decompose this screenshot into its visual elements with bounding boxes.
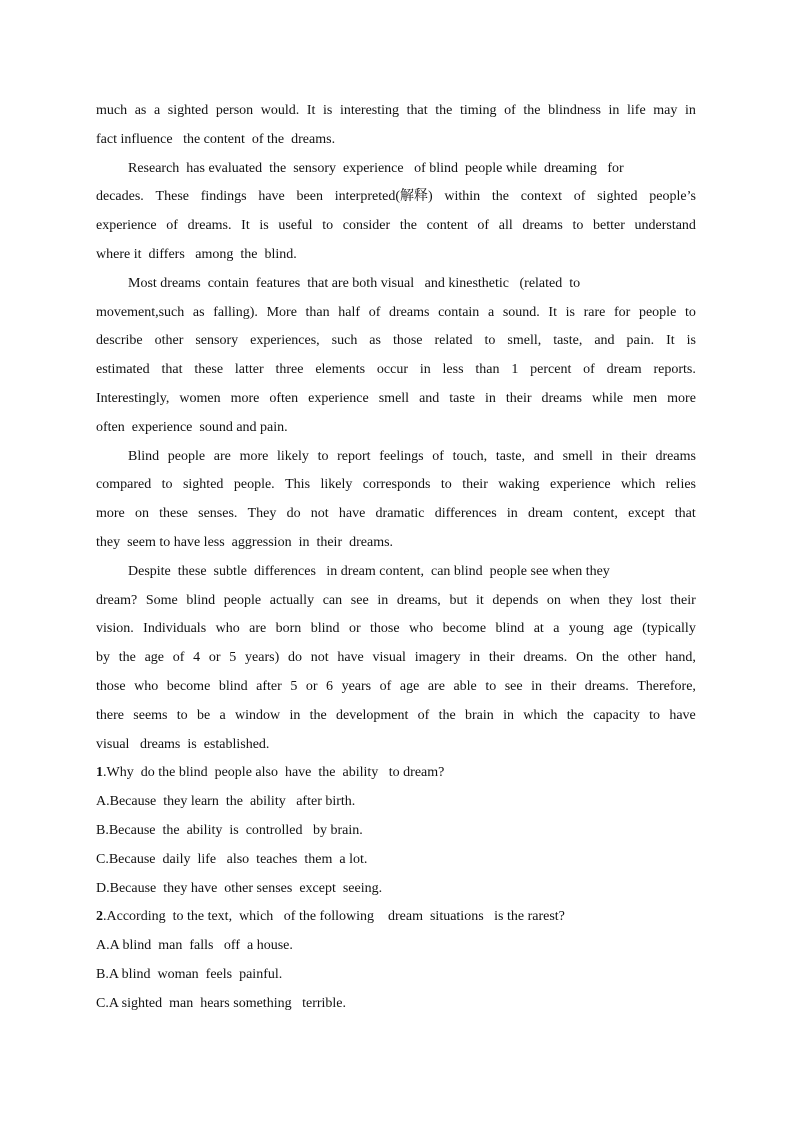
passage-line: Interestingly, women more often experience smell and taste in their dreams while men more [96, 390, 696, 406]
answer-option: A.Because they learn the ability after birth. [96, 794, 356, 810]
passage-line: often experience sound and pain. [96, 419, 288, 435]
question-number: 2 [96, 909, 103, 925]
answer-option: C.Because daily life also teaches them a lot. [96, 851, 368, 867]
passage-line: those who become blind after 5 or 6 years of age are able to see in their dreams. Therefore, [96, 678, 696, 694]
passage-line: by the age of 4 or 5 years) do not have visual imagery in their dreams. On the other hand, [96, 650, 696, 666]
question-text: .Why do the blind people also have the ability to dream? [103, 765, 445, 781]
passage-line: Despite these subtle differences in dream content, can blind people see when they [128, 563, 610, 579]
passage-line: experience of dreams. It is useful to consider the content of all dreams to better understand [96, 218, 696, 234]
passage-line: dream? Some blind people actually can see in dreams, but it depends on when they lost their [96, 592, 696, 608]
question-stem [96, 762, 696, 791]
passage-text [96, 100, 696, 1022]
passage-line: Most dreams contain features that are both visual and kinesthetic (related to [128, 275, 581, 291]
question-stem [96, 906, 696, 935]
passage-line: Research has evaluated the sensory experience of blind people while dreaming for [128, 160, 624, 176]
question-number: 1 [96, 765, 103, 781]
passage-line: decades. These findings have been interpreted(解释) within the context of sighted people’s [96, 189, 696, 205]
passage-line: movement,such as falling). More than half of dreams contain a sound. It is rare for people to [96, 304, 696, 320]
passage-line: there seems to be a window in the development of the brain in which the capacity to have [96, 707, 696, 723]
passage-line: more on these senses. They do not have dramatic differences in dream content, except that [96, 506, 696, 522]
answer-option: B.Because the ability is controlled by brain. [96, 822, 363, 838]
answer-option: D.Because they have other senses except seeing. [96, 880, 383, 896]
answer-option: C.A sighted man hears something terrible. [96, 995, 347, 1011]
passage-line: vision. Individuals who are born blind or those who become blind at a young age (typically [96, 621, 696, 637]
question-text: .According to the text, which of the following dream situations is the rarest? [103, 909, 565, 925]
passage-line: estimated that these latter three elements occur in less than 1 percent of dream reports. [96, 362, 696, 378]
passage-line: where it differs among the blind. [96, 246, 297, 262]
passage-line: compared to sighted people. This likely corresponds to their waking experience which relies [96, 477, 696, 493]
answer-option: B.A blind woman feels painful. [96, 966, 283, 982]
passage-line: visual dreams is established. [96, 736, 270, 752]
passage-line: Blind people are more likely to report feelings of touch, taste, and smell in their dreams [128, 448, 696, 464]
passage-line: fact influence the content of the dreams. [96, 131, 336, 147]
answer-option: A.A blind man falls off a house. [96, 938, 293, 954]
passage-line: they seem to have less aggression in their dreams. [96, 534, 394, 550]
passage-line: describe other sensory experiences, such as those related to smell, taste, and pain. It is [96, 333, 696, 349]
passage-line: much as a sighted person would. It is interesting that the timing of the blindness in life may in [96, 103, 696, 118]
